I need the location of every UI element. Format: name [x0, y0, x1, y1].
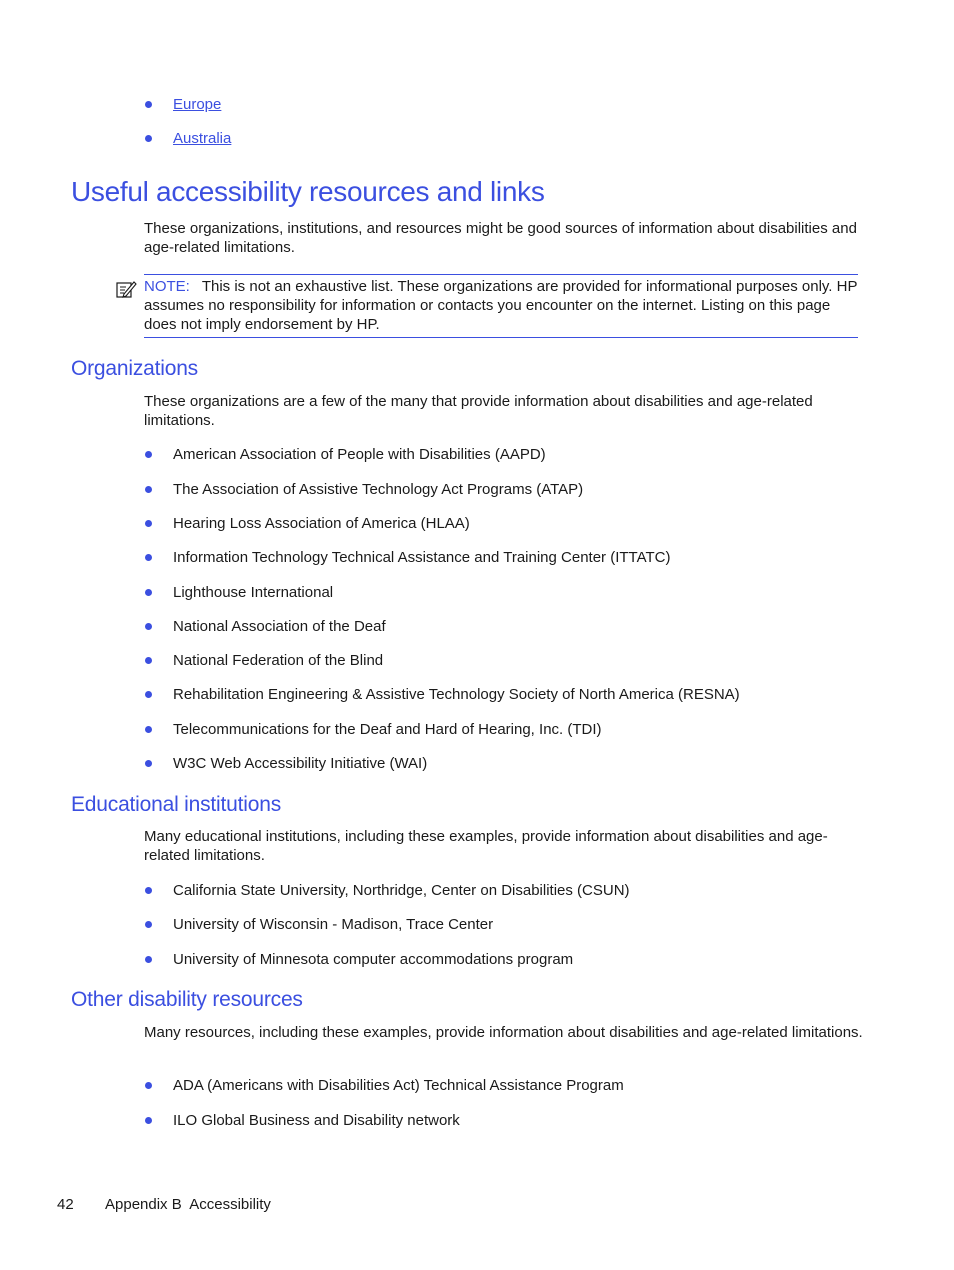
page-title: Useful accessibility resources and links	[71, 176, 545, 207]
list-item-text: California State University, Northridge, Center on Disabilities (CSUN)	[173, 882, 630, 899]
bullet-icon	[145, 589, 152, 596]
list-item	[173, 1076, 624, 1095]
list-item	[173, 583, 333, 602]
note-text: This is not an exhaustive list. These organizations are provided for informational purposes only. HP assumes no responsibility for information or contacts you encounter on the internet. Listing on this page does not imply endorsement by HP.	[144, 278, 858, 333]
list-item-text: Information Technology Technical Assistance and Training Center (ITTATC)	[173, 549, 671, 566]
list-item-text: Rehabilitation Engineering & Assistive Technology Society of North America (RESNA)	[173, 686, 740, 703]
bullet-icon	[145, 1117, 152, 1124]
list-item-text: ILO Global Business and Disability network	[173, 1112, 460, 1129]
bullet-icon	[145, 101, 152, 108]
intro-paragraph: These organizations, institutions, and resources might be good sources of information about disabilities and age-related limitations.	[144, 220, 857, 256]
list-item	[173, 1111, 460, 1130]
list-item-text: W3C Web Accessibility Initiative (WAI)	[173, 755, 428, 772]
bullet-icon	[145, 956, 152, 963]
bullet-icon	[145, 887, 152, 894]
bullet-icon	[145, 760, 152, 767]
list-item	[173, 129, 231, 148]
page-footer	[57, 1195, 271, 1214]
list-item	[173, 915, 493, 934]
educational-intro: Many educational institutions, including these examples, provide information about disabilities and age-related limitations.	[144, 828, 828, 864]
bullet-icon	[145, 623, 152, 630]
bullet-icon	[145, 135, 152, 142]
list-item	[173, 754, 427, 773]
list-item	[173, 480, 583, 499]
list-item	[173, 685, 740, 704]
list-item-text: ADA (Americans with Disabilities Act) Technical Assistance Program	[173, 1077, 624, 1094]
organizations-intro: These organizations are a few of the many that provide information about disabilities and age-related limitations.	[144, 393, 813, 429]
australia-link[interactable]: Australia	[173, 130, 232, 147]
list-item	[173, 651, 383, 670]
educational-heading: Educational institutions	[71, 793, 281, 816]
list-item-text: National Federation of the Blind	[173, 652, 384, 669]
list-item-text: American Association of People with Disabilities (AAPD)	[173, 446, 546, 463]
note-icon	[115, 279, 137, 299]
organizations-heading: Organizations	[71, 357, 198, 380]
note-label: NOTE:	[144, 278, 190, 295]
other-resources-intro: Many resources, including these examples, provide information about disabilities and age-related limitations.	[144, 1024, 863, 1041]
list-item-text: The Association of Assistive Technology Act Programs (ATAP)	[173, 481, 584, 498]
list-item	[173, 548, 670, 567]
list-item	[173, 950, 573, 969]
list-item	[173, 881, 630, 900]
other-resources-heading: Other disability resources	[71, 988, 303, 1011]
list-item-text: University of Minnesota computer accommodations program	[173, 951, 574, 968]
list-item	[173, 95, 221, 114]
list-item-text: University of Wisconsin - Madison, Trace Center	[173, 916, 494, 933]
list-item-text: Telecommunications for the Deaf and Hard of Hearing, Inc. (TDI)	[173, 721, 602, 738]
bullet-icon	[145, 554, 152, 561]
bullet-icon	[145, 486, 152, 493]
list-item	[173, 617, 386, 636]
bullet-icon	[145, 657, 152, 664]
list-item-text: National Association of the Deaf	[173, 618, 386, 635]
list-item	[173, 445, 546, 464]
bullet-icon	[145, 451, 152, 458]
europe-link[interactable]: Europe	[173, 96, 222, 113]
list-item-text: Lighthouse International	[173, 584, 334, 601]
list-item	[173, 720, 602, 739]
bullet-icon	[145, 520, 152, 527]
bullet-icon	[145, 1082, 152, 1089]
page-number: 42	[57, 1196, 74, 1213]
list-item	[173, 514, 470, 533]
note-box	[144, 274, 858, 338]
bullet-icon	[145, 726, 152, 733]
footer-section: Appendix B Accessibility	[105, 1196, 271, 1213]
list-item-text: Hearing Loss Association of America (HLAA)	[173, 515, 470, 532]
bullet-icon	[145, 691, 152, 698]
bullet-icon	[145, 921, 152, 928]
